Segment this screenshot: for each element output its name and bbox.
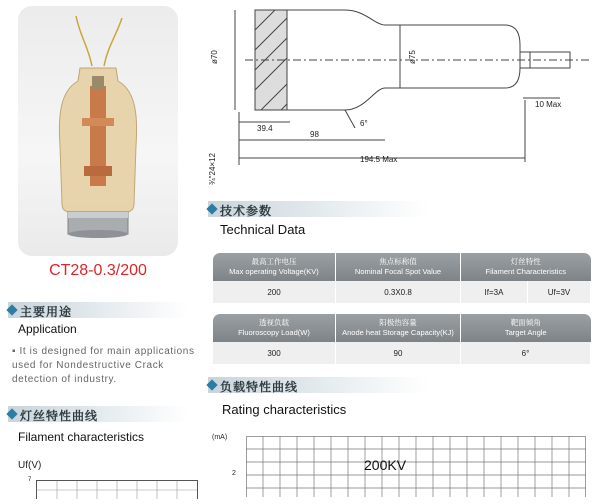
table-cell: If=3A (461, 281, 528, 303)
diamond-icon (206, 203, 217, 214)
dim-10-max: 10 Max (535, 100, 562, 109)
table-header-cell: 焦点标称值 Nominal Focal Spot Value (336, 253, 461, 281)
table-cell: 6° (461, 342, 591, 364)
application-description: ▪ It is designed for main applications used for Nondestructive Crack detection of industry. (12, 346, 195, 385)
diamond-icon (6, 408, 17, 419)
filament-heading-cn: 灯丝特性曲线 (20, 409, 99, 423)
table-header-cell: 最高工作电压 Max operating Voltage(KV) (213, 253, 336, 281)
application-section-header (8, 302, 188, 318)
filament-y-label: Uf(V) (18, 460, 42, 471)
dim-angle: 6° (360, 119, 368, 128)
product-photo (18, 6, 178, 256)
technical-table-1 (213, 253, 591, 303)
dim-thread: ¾"24×12 (208, 153, 217, 185)
filament-chart-grid (36, 480, 198, 499)
technical-heading: Technical Data (220, 222, 306, 237)
technical-section-header (208, 201, 428, 217)
application-heading-cn: 主要用途 (20, 305, 73, 319)
technical-heading-cn: 技术参数 (220, 204, 273, 218)
rating-section-header (208, 377, 428, 393)
table-cell: 0.3X0.8 (336, 281, 461, 303)
technical-table-2 (213, 314, 591, 364)
table-cell: 300 (213, 342, 336, 364)
table-header-cell: 靶面倾角 Target Angle (461, 314, 591, 342)
technical-drawing (205, 0, 595, 195)
dim-total-length: 194.5 Max (360, 155, 398, 164)
table-header-cell: 灯丝特性 Filament Characteristics (461, 253, 591, 281)
rating-heading-cn: 负载特性曲线 (220, 380, 299, 394)
product-title: CT28-0.3/200 (49, 262, 147, 279)
rating-curve-label: 200KV (364, 457, 407, 473)
filament-section-header (8, 406, 188, 422)
rating-heading: Rating characteristics (222, 402, 347, 417)
dim-98: 98 (310, 130, 319, 139)
rating-y-unit: (mA) (212, 434, 228, 441)
filament-grid-lines (37, 481, 197, 499)
table-cell: 200 (213, 281, 336, 303)
table-header-cell: 透视负载 Fluoroscopy Load(W) (213, 314, 336, 342)
diamond-icon (6, 304, 17, 315)
rating-chart (246, 436, 586, 497)
filament-y-tick: 7 (28, 477, 32, 483)
application-description-text: It is designed for main applications used for Nondestructive Crack detection of industry. (12, 346, 195, 385)
diamond-icon (206, 379, 217, 390)
table-cell: 90 (336, 342, 461, 364)
rating-grid (246, 436, 586, 497)
table-header-cell: 阳极热容量 Anode heat Storage Capacity(KJ) (336, 314, 461, 342)
table-cell: Uf=3V (528, 281, 591, 303)
dim-d75: ø75 (408, 50, 417, 64)
rating-y-tick: 2 (232, 470, 236, 477)
x-ray-tube-image (18, 6, 178, 256)
dim-d70: ø70 (210, 50, 219, 64)
filament-heading: Filament characteristics (18, 430, 145, 444)
application-heading: Application (18, 322, 77, 336)
dim-39-4: 39.4 (257, 124, 273, 133)
